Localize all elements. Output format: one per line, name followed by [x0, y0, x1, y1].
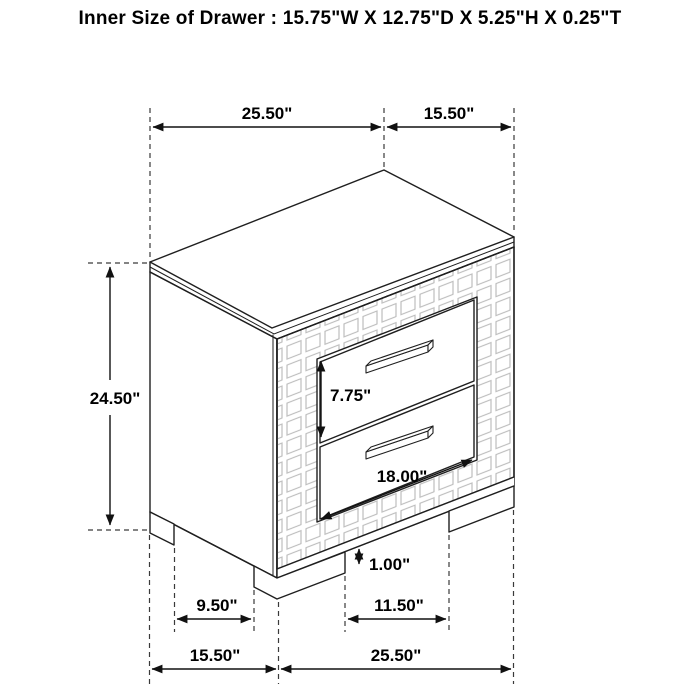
dim-label-base-width: 25.50"	[370, 646, 422, 665]
drawing-title: Inner Size of Drawer : 15.75"W X 12.75"D X 5.25"H X 0.25"T	[78, 8, 622, 29]
dim-side-feet-spacing	[177, 596, 251, 619]
dim-label-overall-height: 24.50"	[89, 389, 141, 408]
dim-foot-height	[359, 549, 410, 574]
dim-label-side-feet-spacing: 9.50"	[196, 596, 238, 615]
dim-front-feet-spacing	[348, 596, 446, 619]
nightstand-drawing	[150, 170, 514, 599]
dim-label-top-depth: 15.50"	[423, 104, 475, 123]
dim-base-width	[281, 646, 511, 669]
dim-top-depth	[387, 104, 511, 127]
dim-overall-height	[90, 267, 141, 525]
dim-base-depth	[152, 646, 276, 669]
dim-label-top-width: 25.50"	[241, 104, 293, 123]
dim-label-drawer-front-height: 7.75"	[330, 386, 372, 405]
dim-label-foot-height: 1.00"	[369, 555, 411, 574]
dim-label-front-feet-spacing: 11.50"	[374, 596, 424, 615]
dim-label-drawer-front-width: 18.00"	[376, 467, 428, 486]
dim-top-width	[153, 104, 381, 127]
dim-label-base-depth: 15.50"	[189, 646, 241, 665]
